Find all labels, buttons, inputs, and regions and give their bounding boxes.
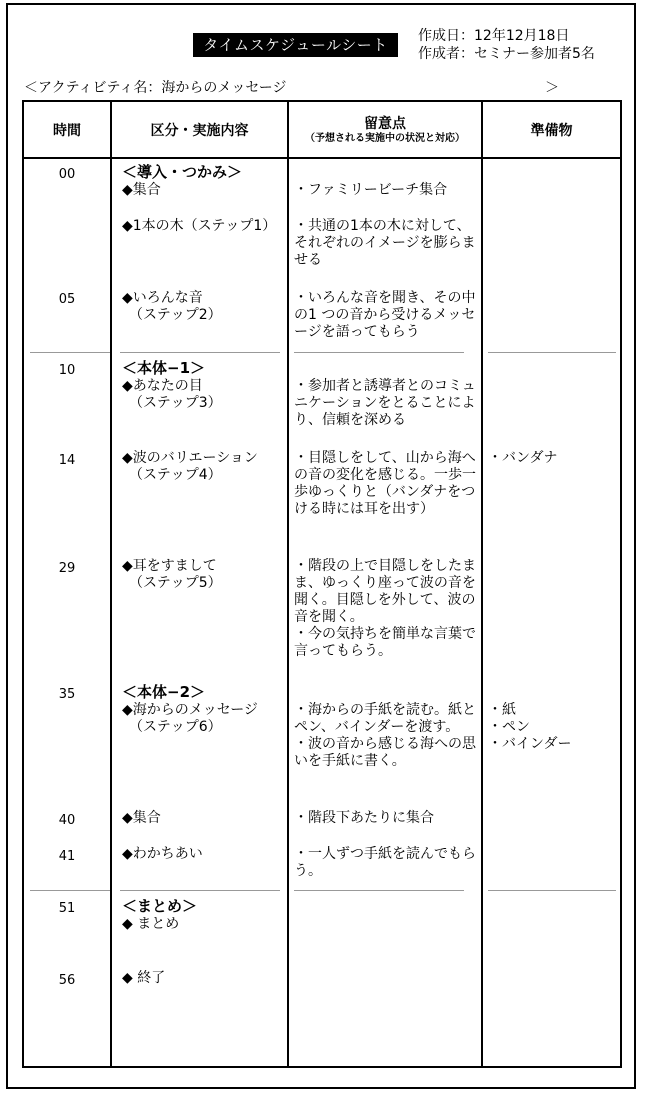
- sheet-title: タイムスケジュールシート: [193, 33, 398, 57]
- section-separator: [488, 890, 616, 891]
- section-separator: [488, 352, 616, 353]
- header-notes: [289, 102, 481, 157]
- activity-name: ＜アクティビティ名：海からのメッセージ: [24, 80, 287, 96]
- row-content: ◆耳をすまして （ステップ5）: [122, 558, 222, 591]
- header-notes-subtitle: （予想される実施中の状況と対応）: [305, 132, 465, 144]
- row-time: 41: [58, 849, 76, 864]
- row-note: ・目隠しをして、山から海への音の変化を感じる。一歩一歩ゆっくりと（バンダナをつける時には耳を出す）: [294, 450, 476, 517]
- row-time: 10: [58, 363, 76, 378]
- row-time: 51: [58, 901, 76, 916]
- row-note: ・階段下あたりに集合: [294, 810, 434, 826]
- row-content: ◆集合: [122, 810, 161, 826]
- header-content: 区分・実施内容: [150, 122, 249, 139]
- section-separator: [30, 352, 110, 353]
- section-label: ＜本体−1＞: [122, 359, 206, 377]
- row-note: ・いろんな音を聞き、その中の1 つの音から受けるメッセージを語ってもらう: [294, 290, 476, 340]
- section-separator: [294, 352, 464, 353]
- row-note: ・階段の上で目隠しをしたまま、ゆっくり座って波の音を聞く。目隠しを外して、波の音を聞く。 ・今の気持ちを簡単な言葉で言ってもらう。: [294, 558, 476, 659]
- created-date: 作成日：12年12月18日: [418, 28, 570, 44]
- row-content: ◆波のバリエーション （ステップ4）: [122, 450, 258, 483]
- section-separator: [30, 890, 110, 891]
- row-content: ◆海からのメッセージ （ステップ6）: [122, 702, 258, 735]
- row-time: 14: [58, 453, 76, 468]
- schedule-table: [22, 100, 622, 1068]
- row-content: ◆あなたの目 （ステップ3）: [122, 378, 222, 411]
- row-content: ◆ 終了: [122, 970, 166, 986]
- row-time: 05: [58, 292, 76, 307]
- row-note: ・一人ずつ手紙を読んでもらう。: [294, 846, 476, 879]
- row-note: ・参加者と誘導者とのコミュニケーションをとることにより、信頼を深める: [294, 378, 476, 428]
- header-divider: [24, 157, 620, 159]
- row-note: ・ファミリービーチ集合: [294, 182, 448, 198]
- section-separator: [120, 890, 280, 891]
- row-time: 40: [58, 813, 76, 828]
- row-prep: ・バンダナ: [488, 450, 558, 466]
- section-label: ＜まとめ＞: [122, 897, 198, 915]
- row-time: 00: [58, 167, 76, 182]
- row-time: 35: [58, 687, 76, 702]
- row-content: ◆わかちあい: [122, 846, 203, 862]
- row-time: 29: [58, 561, 76, 576]
- column-divider: [110, 102, 112, 1066]
- section-label: ＜導入・つかみ＞: [122, 163, 243, 181]
- row-content: ◆ まとめ: [122, 916, 180, 932]
- section-separator: [294, 890, 464, 891]
- row-content: ◆集合: [122, 182, 161, 198]
- activity-name-close: ＞: [545, 80, 559, 96]
- header-time: 時間: [53, 122, 81, 139]
- row-prep: ・紙 ・ペン ・バインダー: [488, 702, 572, 752]
- header-prep: 準備物: [530, 122, 573, 139]
- header-notes-title: 留意点: [364, 115, 406, 132]
- row-note: ・共通の1本の木に対して、それぞれのイメージを膨らませる: [294, 218, 476, 268]
- row-content: ◆1本の木（ステップ1）: [122, 218, 277, 234]
- row-content: ◆いろんな音 （ステップ2）: [122, 290, 222, 323]
- section-label: ＜本体−2＞: [122, 683, 206, 701]
- row-time: 56: [58, 973, 76, 988]
- section-separator: [120, 352, 280, 353]
- author: 作成者：セミナー参加者5名: [418, 46, 595, 62]
- row-note: ・海からの手紙を読む。紙とペン、バインダーを渡す。 ・波の音から感じる海への思いを手紙に書く。: [294, 702, 476, 769]
